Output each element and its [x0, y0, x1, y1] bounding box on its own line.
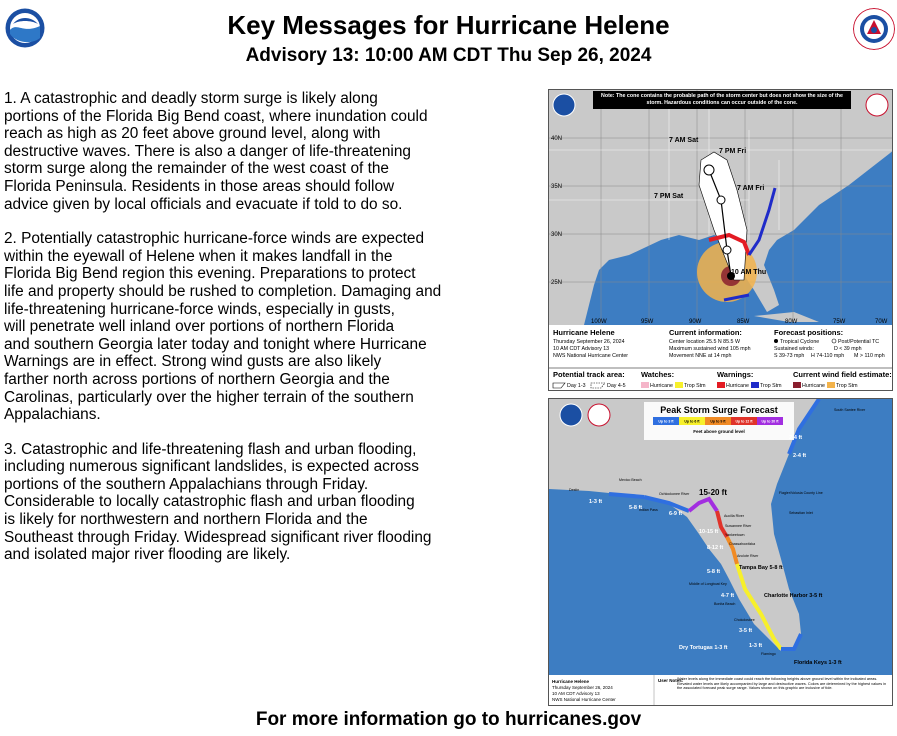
nws-logo-icon [853, 8, 895, 50]
cone-note: Note: The cone contains the probable path of the storm center but does not show the size of the storm. Hazardous conditions can occur outside of the cone. [601, 93, 843, 106]
surge-storm-center: NWS National Hurricane Center [552, 697, 616, 702]
surge-place-label: Mexico Beach [619, 478, 642, 482]
forecast-line: H 74-110 mph [811, 353, 845, 359]
watches-title: Watches: [641, 370, 675, 379]
surge-value-label: Florida Keys 1-3 ft [794, 660, 842, 666]
key-messages [4, 90, 544, 581]
lon-label: 80W [785, 319, 798, 325]
surge-place-label: Destin [569, 488, 580, 492]
forecast-line: S 39-73 mph [774, 353, 805, 359]
surge-scale-label: Up to 3 ft [658, 419, 674, 424]
current-info-title: Current information: [669, 328, 742, 337]
surge-scale-subtitle: Feet above ground level [693, 429, 745, 434]
surge-place-label: Flamingo [761, 652, 776, 656]
surge-place-label: Anclote River [737, 554, 759, 558]
key-message-2: 2. Potentially catastrophic hurricane-force winds are expected within the eyewall of Helene when it makes landfall in the Florida Big Bend region this evening. Preparations to protect life and property should be rushed to completion. Damaging and life-threatening hurricane-force winds, especially in gusts, will penetrate well inland over portions of northern Florida and southern Georgia later today and tonight where Hurricane Warnings are in effect. Strong wind gusts are also likely farther north across portions of northern Georgia and the Carolinas, particularly over the higher terrain of the southern Appalachians. [4, 230, 442, 424]
lat-label: 40N [551, 136, 563, 142]
warning-item: Trop Stm [760, 383, 782, 389]
surge-scale-label: Up to 12 ft [735, 419, 753, 424]
wind-field-item: Hurricane [802, 383, 825, 389]
surge-value-label: Charlotte Harbor 3-5 ft [764, 593, 823, 599]
header [0, 0, 897, 75]
surge-value-label: 1-3 ft [749, 643, 763, 649]
lat-label: 25N [551, 280, 563, 286]
current-info-line: Maximum sustained wind 105 mph [669, 346, 751, 352]
current-info-line: Center location 25.5 N 85.5 W [669, 339, 740, 345]
surge-value-label: Tampa Bay 5-8 ft [739, 565, 783, 571]
lon-label: 95W [641, 319, 654, 325]
forecast-line: Sustained winds: [774, 346, 815, 352]
forecast-line: Post/Potential TC [838, 339, 880, 345]
surge-value-label: 10-15 ft [699, 529, 719, 535]
surge-place-label: Chokoloskee [734, 618, 755, 622]
surge-value-label: 2-4 ft [789, 435, 803, 441]
warning-item: Hurricane [726, 383, 749, 389]
surge-storm-advisory: 10 AM CDT Advisory 13 [552, 691, 600, 696]
surge-value-label: Dry Tortugas 1-3 ft [679, 645, 728, 651]
footer-link-text: For more information go to hurricanes.gov [255, 709, 642, 730]
lon-label: 100W [591, 319, 607, 325]
track-area-item: Day 4-5 [607, 383, 626, 389]
surge-place-label: Yankeetown [725, 533, 745, 537]
cone-time-label: 10 AM Thu [731, 269, 767, 276]
surge-place-label: Aucilla River [724, 514, 744, 518]
key-message-3: 3. Catastrophic and life-threatening flash and urban flooding, including numerous significant landslides, is expected across portions of the southern Appalachians through Friday. Considerable to locally catastrophic flash and urban flooding is likely for northwestern and northern Florida and the Southeast through Friday. Widespread significant river flooding and isolated major river flooding are likely. [4, 440, 432, 564]
forecast-cone-map [548, 89, 893, 391]
surge-place-label: Ochlockonee River [659, 492, 690, 496]
forecast-line: D < 39 mph [834, 346, 862, 352]
track-area-item: Day 1-3 [567, 383, 586, 389]
nws-small-logo-icon [866, 94, 888, 116]
surge-value-label: 1-3 ft [589, 499, 603, 505]
surge-value-label: 5-8 ft [707, 569, 721, 575]
surge-place-label: Flagler/Volusia County Line [779, 491, 823, 495]
lon-label: 90W [689, 319, 702, 325]
lon-label: 70W [875, 319, 888, 325]
current-info-line: Movement NNE at 14 mph [669, 353, 732, 359]
user-notes: Water levels along the immediate coast could reach the following heights above ground level within the indicated areas. Elevated water levels are likely accompanied by large and destructive waves. Colors are determined by the highest values in the associated forecast peak surge range. Values shown on this graphic are inclusive of tide. [677, 677, 887, 691]
surge-value-label: 5-8 ft [629, 505, 643, 511]
lon-label: 75W [833, 319, 846, 325]
surge-storm-date: Thursday September 26, 2024 [552, 685, 613, 690]
warnings-title: Warnings: [717, 370, 754, 379]
surge-place-label: Indian Pass [639, 508, 658, 512]
surge-value-label: 8-12 ft [707, 545, 724, 551]
noaa-small-logo-icon [560, 404, 582, 426]
cone-storm-date: Thursday September 26, 2024 [553, 339, 625, 345]
surge-value-label: 15-20 ft [699, 488, 728, 497]
cone-time-label: 7 PM Fri [719, 148, 747, 155]
surge-value-label: 3-5 ft [739, 628, 753, 634]
cone-storm-name: Hurricane Helene [553, 328, 615, 337]
forecast-title: Forecast positions: [774, 328, 844, 337]
surge-value-label: 4-7 ft [721, 593, 735, 599]
track-area-title: Potential track area: [553, 370, 625, 379]
surge-place-label: Bonita Beach [714, 602, 736, 606]
cone-storm-center: NWS National Hurricane Center [553, 353, 629, 359]
cone-storm-advisory: 10 AM CDT Advisory 13 [553, 346, 610, 352]
surge-place-label: Sebastian Inlet [789, 511, 813, 515]
watch-item: Trop Stm [684, 383, 706, 389]
storm-surge-map [548, 398, 893, 706]
surge-place-label: Suwannee River [725, 524, 752, 528]
surge-place-label: Chassahowitzka [729, 542, 756, 546]
nws-small-logo-icon [588, 404, 610, 426]
key-message-1: 1. A catastrophic and deadly storm surge is likely along portions of the Florida Big Bend coast, where inundation could reach as high as 20 feet above ground level, along with destructive waves. There is also a danger of life-threatening storm surge along the remainder of the west coast of the Florida Peninsula. Residents in those areas should follow advice given by local officials and evacuate if told to do so. [4, 90, 428, 213]
user-notes-title: User Notes: [658, 678, 684, 683]
cone-time-label: 7 AM Fri [737, 185, 765, 192]
surge-title: Peak Storm Surge Forecast [660, 405, 778, 415]
surge-scale-label: Up to 9 ft [710, 419, 726, 424]
surge-value-label: 6-9 ft [669, 511, 683, 517]
noaa-small-logo-icon [553, 94, 575, 116]
surge-scale-label: Up to 20 ft [761, 419, 779, 424]
forecast-line: M > 110 mph [854, 353, 885, 359]
cone-time-label: 7 PM Sat [654, 193, 684, 200]
surge-place-label: South Santee River [834, 408, 866, 412]
surge-scale-label: Up to 6 ft [684, 419, 700, 424]
lat-label: 35N [551, 184, 563, 190]
wind-field-title: Current wind field estimate: [793, 370, 892, 379]
lon-label: 85W [737, 319, 750, 325]
watch-item: Hurricane [650, 383, 673, 389]
wind-field-item: Trop Stm [836, 383, 858, 389]
page-title: Key Messages for Hurricane Helene [227, 10, 670, 40]
lat-label: 30N [551, 232, 563, 238]
advisory-subtitle: Advisory 13: 10:00 AM CDT Thu Sep 26, 2024 [245, 45, 652, 66]
surge-value-label: 2-4 ft [793, 453, 807, 459]
surge-place-label: Middle of Longboat Key [689, 582, 727, 586]
forecast-line: Tropical Cyclone [780, 339, 820, 345]
surge-storm-name: Hurricane Helene [552, 679, 590, 684]
cone-time-label: 7 AM Sat [669, 137, 699, 144]
